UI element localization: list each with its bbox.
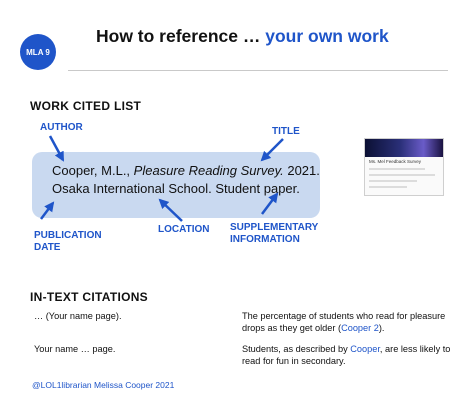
- citation-example-link: Cooper 2: [341, 323, 379, 333]
- title-prefix: How to reference …: [96, 26, 266, 46]
- citation-example: [242, 310, 466, 334]
- in-text-heading: IN-TEXT CITATIONS: [30, 290, 148, 304]
- footer-credit: @LOL1librarian Melissa Cooper 2021: [32, 380, 175, 390]
- supplementary-arrow: [262, 194, 277, 214]
- publication-date-label-line1: PUBLICATION: [34, 230, 102, 241]
- reference-title: Pleasure Reading Survey.: [133, 163, 284, 178]
- thumbnail-heading: Ms. Mel Feedback Survey: [369, 159, 422, 164]
- title-accent: your own work: [265, 26, 389, 46]
- title-label: TITLE: [272, 126, 300, 137]
- publication-date-arrow: [41, 203, 53, 219]
- author-label: AUTHOR: [40, 122, 83, 133]
- mla-badge-label: MLA 9: [26, 47, 50, 57]
- citation-example-text: ).: [378, 323, 385, 333]
- citation-pattern: … (Your name page).: [34, 311, 122, 321]
- citation-example-text: , are less likely to read for fun in secondary.: [242, 344, 451, 366]
- supplementary-label-line2: INFORMATION: [230, 234, 300, 245]
- location-label: LOCATION: [158, 224, 210, 235]
- reference-rest: 2021. Osaka International School. Student paper.: [52, 163, 320, 196]
- citation-example-text: Students, as described by: [242, 344, 351, 354]
- author-arrow: [50, 136, 63, 160]
- citation-example-link: Cooper: [350, 344, 380, 354]
- title-arrow: [262, 139, 283, 160]
- supplementary-label-line1: SUPPLEMENTARY: [230, 222, 319, 233]
- reference-author: Cooper, M.L.,: [52, 163, 134, 178]
- works-cited-heading: WORK CITED LIST: [30, 99, 142, 113]
- citation-pattern: Your name … page.: [34, 344, 116, 354]
- publication-date-label-line2: DATE: [34, 242, 61, 253]
- citation-example: [242, 343, 466, 367]
- location-arrow: [160, 200, 182, 221]
- citation-example-text: The percentage of students who read for pleasure drops as they get older (: [242, 311, 446, 333]
